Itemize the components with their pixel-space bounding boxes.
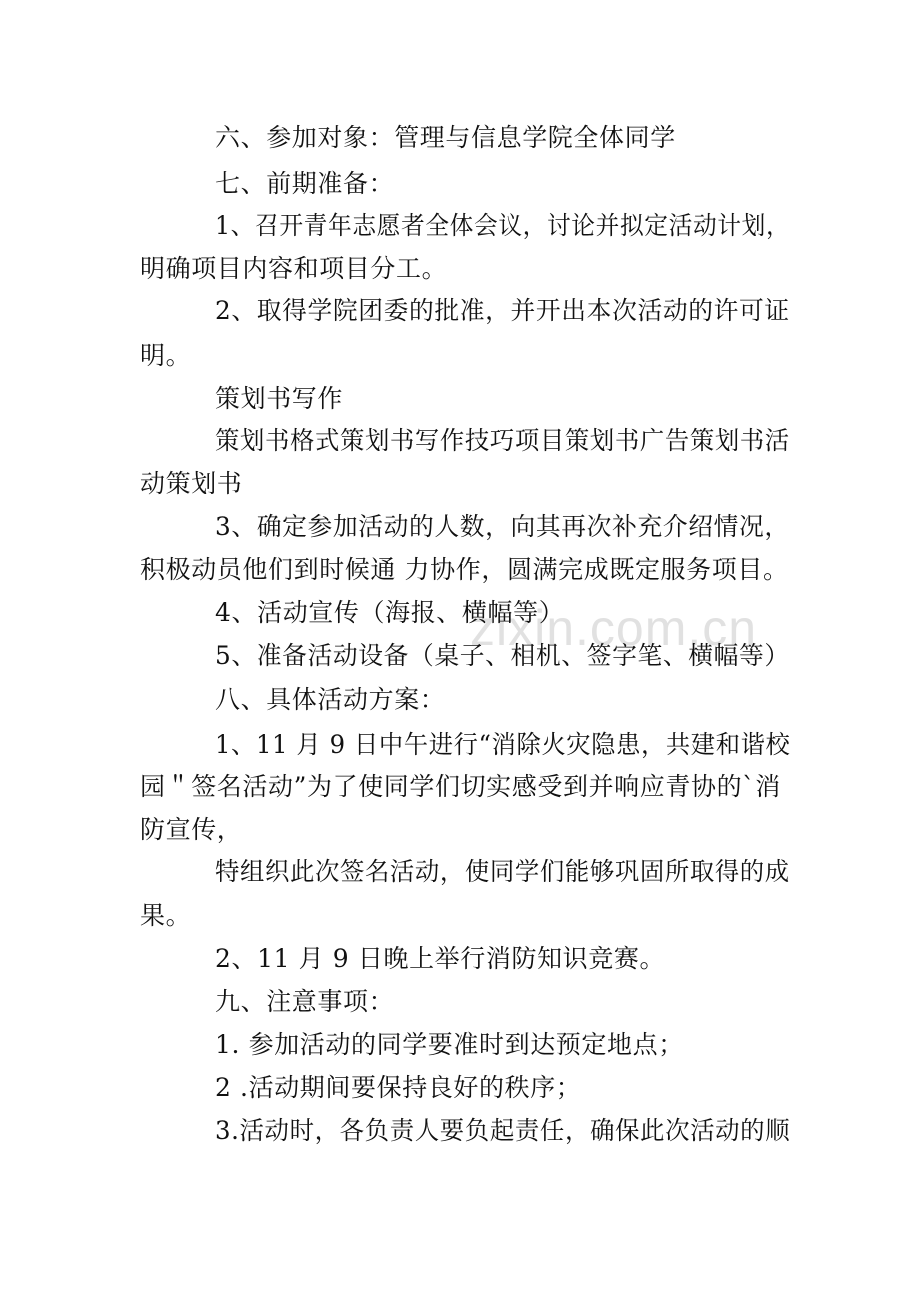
text-line: 八、具体活动方案：	[215, 685, 446, 714]
text-line: 1. 参加活动的同学要准时到达预定地点；	[215, 1030, 684, 1059]
text-line: 2 .活动期间要保持良好的秩序；	[215, 1073, 582, 1102]
text-line: 4、活动宣传（海报、横幅等）	[215, 598, 565, 627]
text-line: 积极动员他们到时候通 力协作，圆满完成既定服务项目。	[140, 555, 789, 584]
text-line: 明。	[140, 341, 192, 370]
text-line: 六、参加对象：管理与信息学院全体同学	[215, 123, 676, 152]
text-line: 九、注意事项：	[215, 987, 395, 1016]
text-line: 园＂签名活动”为了使同学们切实感受到并响应青协的`消	[140, 772, 781, 801]
text-line: 七、前期准备：	[215, 169, 395, 198]
text-line: 5、准备活动设备（桌子、相机、签字笔、横幅等）	[215, 641, 790, 670]
watermark: zixin.com.cn	[470, 600, 758, 656]
text-line: 1、11 月 9 日中午进行“消除火灾隐患，共建和谐校	[215, 730, 791, 759]
text-line: 策划书格式策划书写作技巧项目策划书广告策划书活	[215, 426, 790, 455]
text-line: 动策划书	[140, 469, 243, 498]
text-line: 3.活动时，各负责人要负起责任，确保此次活动的顺	[215, 1116, 791, 1145]
text-line: 2、11 月 9 日晚上举行消防知识竞赛。	[215, 944, 666, 973]
text-line: 特组织此次签名活动，使同学们能够巩固所取得的成	[215, 857, 790, 886]
text-line: 防宣传，	[140, 815, 243, 844]
section-heading: 策划书写作	[215, 384, 344, 413]
text-line: 3、确定参加活动的人数，向其再次补充介绍情况，	[215, 512, 790, 541]
text-line: 2、取得学院团委的批准，并开出本次活动的许可证	[215, 296, 790, 325]
text-line: 明确项目内容和项目分工。	[140, 254, 448, 283]
text-line: 1、召开青年志愿者全体会议，讨论并拟定活动计划，	[215, 211, 791, 240]
text-line: 果。	[140, 901, 192, 930]
